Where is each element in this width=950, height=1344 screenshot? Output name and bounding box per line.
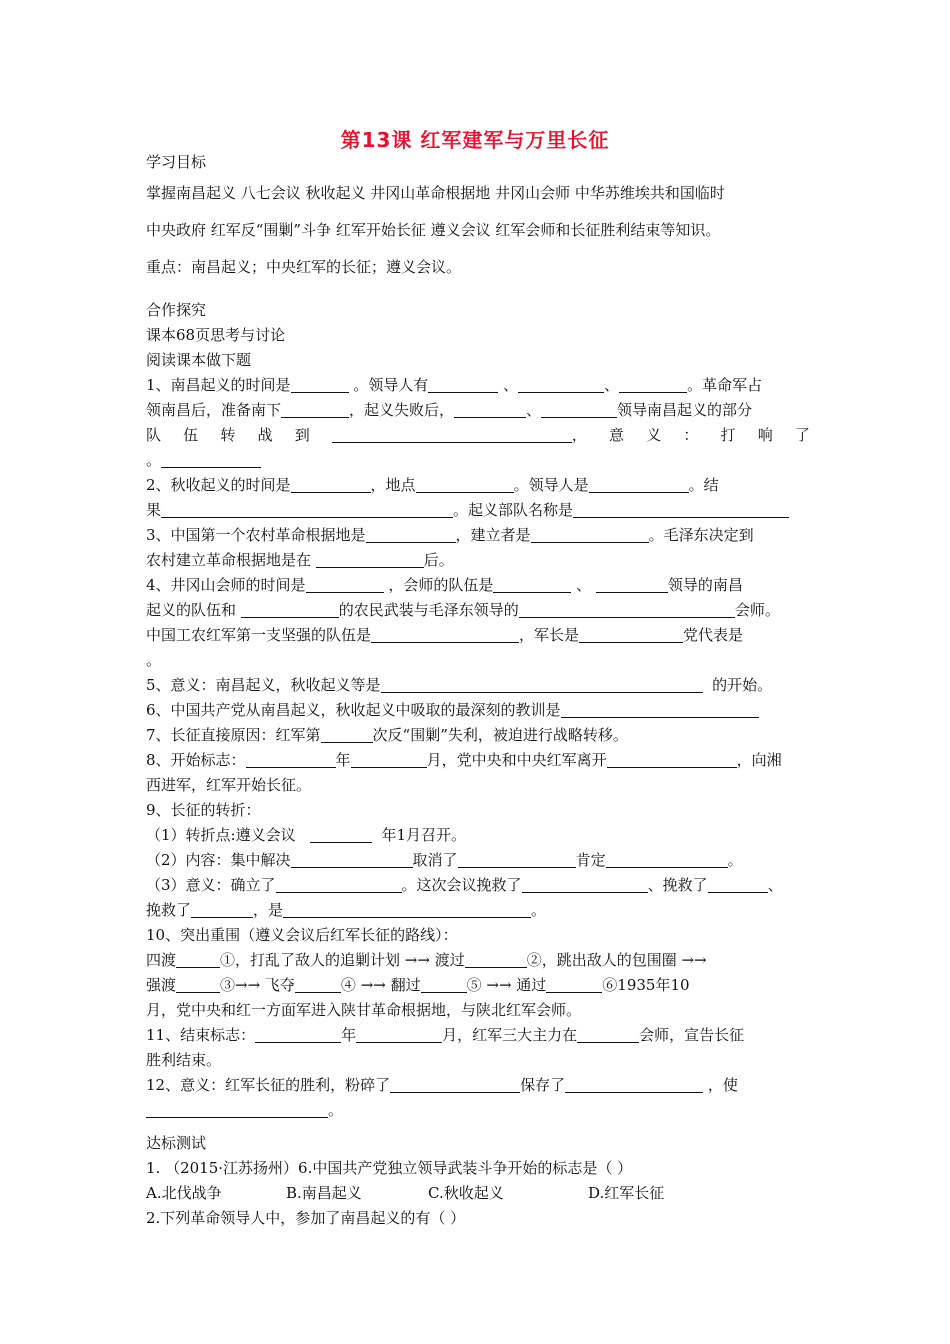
fill-blank[interactable]	[565, 1076, 703, 1093]
question-9-part-1: （1）转折点:遵义会议 年1月召开。	[146, 826, 467, 844]
fill-blank[interactable]	[522, 876, 648, 893]
question-9-heading: 9、长征的转折：	[146, 801, 261, 819]
fill-blank[interactable]	[454, 401, 526, 418]
fill-blank[interactable]	[465, 951, 527, 968]
fill-blank[interactable]	[306, 576, 384, 593]
fill-blank[interactable]	[356, 1026, 442, 1043]
fill-blank[interactable]	[281, 401, 349, 418]
fill-blank[interactable]	[561, 701, 759, 718]
fill-blank[interactable]	[708, 876, 768, 893]
fill-blank[interactable]	[546, 976, 602, 993]
explore-heading: 合作探究	[146, 301, 207, 319]
key-points: 重点：南昌起义；中央红军的长征；遵义会议。	[146, 258, 462, 276]
fill-blank[interactable]	[276, 876, 402, 893]
question-1-line-3: 队 伍 转 战 到 ， 意 义 ： 打 响 了	[146, 426, 810, 444]
question-10-line-3: 月，党中央和红一方面军进入陕甘革命根据地，与陕北红军会师。	[146, 1001, 582, 1019]
fill-blank[interactable]	[518, 376, 604, 393]
option-b[interactable]: B.南昌起义	[286, 1184, 362, 1202]
worksheet-content	[146, 150, 810, 1231]
test-question-1: 1. （2015·江苏扬州）6.中国共产党独立领导武装斗争开始的标志是（ ）	[146, 1159, 633, 1177]
fill-blank[interactable]	[416, 476, 514, 493]
question-1-line-4: 。	[146, 448, 810, 473]
question-4-line-4: 。	[146, 651, 162, 669]
question-2-line-2: 果 。起义部队名称是	[146, 498, 810, 523]
question-8-line-2: 西进军，红军开始长征。	[146, 776, 312, 794]
fill-blank[interactable]	[458, 851, 576, 868]
fill-blank[interactable]	[295, 976, 341, 993]
question-9-part-3: （3）意义：确立了 。这次会议挽救了 、挽救了 、	[146, 876, 783, 894]
question-1-line-1: 1、南昌起义的时间是 。领导人有 、 、 。革命军占	[146, 376, 763, 394]
fill-blank[interactable]	[283, 901, 531, 918]
question-6: 6、中国共产党从南昌起义，秋收起义中吸取的最深刻的教训是	[146, 698, 810, 723]
question-4-line-2: 起义的队伍和 的农民武装与毛泽东领导的 会师。	[146, 601, 780, 619]
fill-blank[interactable]	[176, 951, 220, 968]
question-12-line-2: 。	[146, 1098, 810, 1123]
question-3-line-2: 农村建立革命根据地是在 后。	[146, 551, 454, 569]
goal-line-2: 中央政府 红军反“围剿”斗争 红军开始长征 遵义会议 红军会师和长征胜利结束等知识。	[146, 221, 721, 239]
fill-blank[interactable]	[366, 526, 456, 543]
fill-blank[interactable]	[381, 676, 703, 693]
question-11-line-1: 11、结束标志： 年 月，红军三大主力在 会师，宣告长征	[146, 1026, 745, 1044]
question-9-part-2: （2）内容：集中解决 取消了 肯定 。	[146, 851, 743, 869]
fill-blank[interactable]	[390, 1076, 520, 1093]
question-1-line-2: 领南昌后，准备南下 ，起义失败后， 、 领导南昌起义的部分	[146, 401, 753, 419]
question-5: 5、意义：南昌起义，秋收起义等是 的开始。	[146, 676, 773, 694]
fill-blank[interactable]	[146, 1101, 328, 1118]
fill-blank[interactable]	[589, 476, 689, 493]
fill-blank[interactable]	[606, 851, 728, 868]
fill-blank[interactable]	[573, 501, 789, 518]
fill-blank[interactable]	[321, 726, 373, 743]
question-11-line-2: 胜利结束。	[146, 1051, 222, 1069]
fill-blank[interactable]	[541, 401, 617, 418]
question-12-line-1: 12、意义：红军长征的胜利，粉碎了 保存了 ，使	[146, 1076, 738, 1094]
test-question-2: 2.下列革命领导人中，参加了南昌起义的有（ ）	[146, 1209, 466, 1227]
fill-blank[interactable]	[607, 751, 737, 768]
option-d[interactable]: D.红军长征	[588, 1184, 665, 1202]
fill-blank[interactable]	[351, 751, 427, 768]
fill-blank[interactable]	[161, 451, 261, 468]
question-10-heading: 10、突出重围（遵义会议后红军长征的路线）：	[146, 926, 458, 944]
fill-blank[interactable]	[176, 976, 220, 993]
fill-blank[interactable]	[519, 601, 735, 618]
goal-line-1: 掌握南昌起义 八七会议 秋收起义 井冈山革命根据地 井冈山会师 中华苏维埃共和国临时	[146, 184, 725, 202]
fill-blank[interactable]	[310, 826, 372, 843]
fill-blank[interactable]	[619, 376, 687, 393]
explore-sub-2: 阅读课本做下题	[146, 351, 252, 369]
lesson-title: 第13课 红军建军与万里长征	[340, 128, 610, 152]
question-2-line-1: 2、秋收起义的时间是 ，地点 。领导人是 。结	[146, 476, 719, 494]
fill-blank[interactable]	[291, 851, 413, 868]
question-7: 7、长征直接原因：红军第 次反“围剿”失利，被迫进行战略转移。	[146, 726, 628, 744]
question-3-line-1: 3、中国第一个农村革命根据地是 ，建立者是 。毛泽东决定到	[146, 526, 754, 544]
fill-blank[interactable]	[241, 601, 339, 618]
fill-blank[interactable]	[332, 426, 572, 443]
question-4-line-3: 中国工农红军第一支坚强的队伍是 ，军长是 党代表是	[146, 626, 744, 644]
fill-blank[interactable]	[577, 1026, 639, 1043]
question-10-line-2: 强渡 ③→→ 飞夺 ④ →→ 翻过 ⑤ →→ 通过 ⑥1935年10	[146, 976, 690, 994]
test-heading: 达标测试	[146, 1134, 207, 1152]
fill-blank[interactable]	[531, 526, 649, 543]
fill-blank[interactable]	[579, 626, 683, 643]
fill-blank[interactable]	[316, 551, 424, 568]
fill-blank[interactable]	[421, 976, 467, 993]
fill-blank[interactable]	[255, 1026, 341, 1043]
fill-blank[interactable]	[291, 376, 349, 393]
fill-blank[interactable]	[191, 901, 253, 918]
question-9-part-3-cont: 挽救了 ，是 。	[146, 901, 547, 919]
question-10-line-1: 四渡 ①，打乱了敌人的追剿计划 →→ 渡过 ②，跳出敌人的包围圈 →→	[146, 951, 707, 969]
question-8-line-1: 8、开始标志： 年 月，党中央和中央红军离开 ，向湘	[146, 751, 782, 769]
fill-blank[interactable]	[596, 576, 668, 593]
fill-blank[interactable]	[428, 376, 498, 393]
fill-blank[interactable]	[161, 501, 453, 518]
fill-blank[interactable]	[246, 751, 336, 768]
option-a[interactable]: A.北伐战争	[146, 1184, 222, 1202]
test-question-1-options	[146, 1181, 810, 1206]
fill-blank[interactable]	[371, 626, 519, 643]
fill-blank[interactable]	[493, 576, 571, 593]
explore-sub-1: 课本68页思考与讨论	[146, 326, 286, 344]
question-4-line-1: 4、井冈山会师的时间是 ，会师的队伍是 、 领导的南昌	[146, 576, 743, 594]
fill-blank[interactable]	[291, 476, 371, 493]
option-c[interactable]: C.秋收起义	[428, 1184, 504, 1202]
goal-heading: 学习目标	[146, 153, 207, 171]
